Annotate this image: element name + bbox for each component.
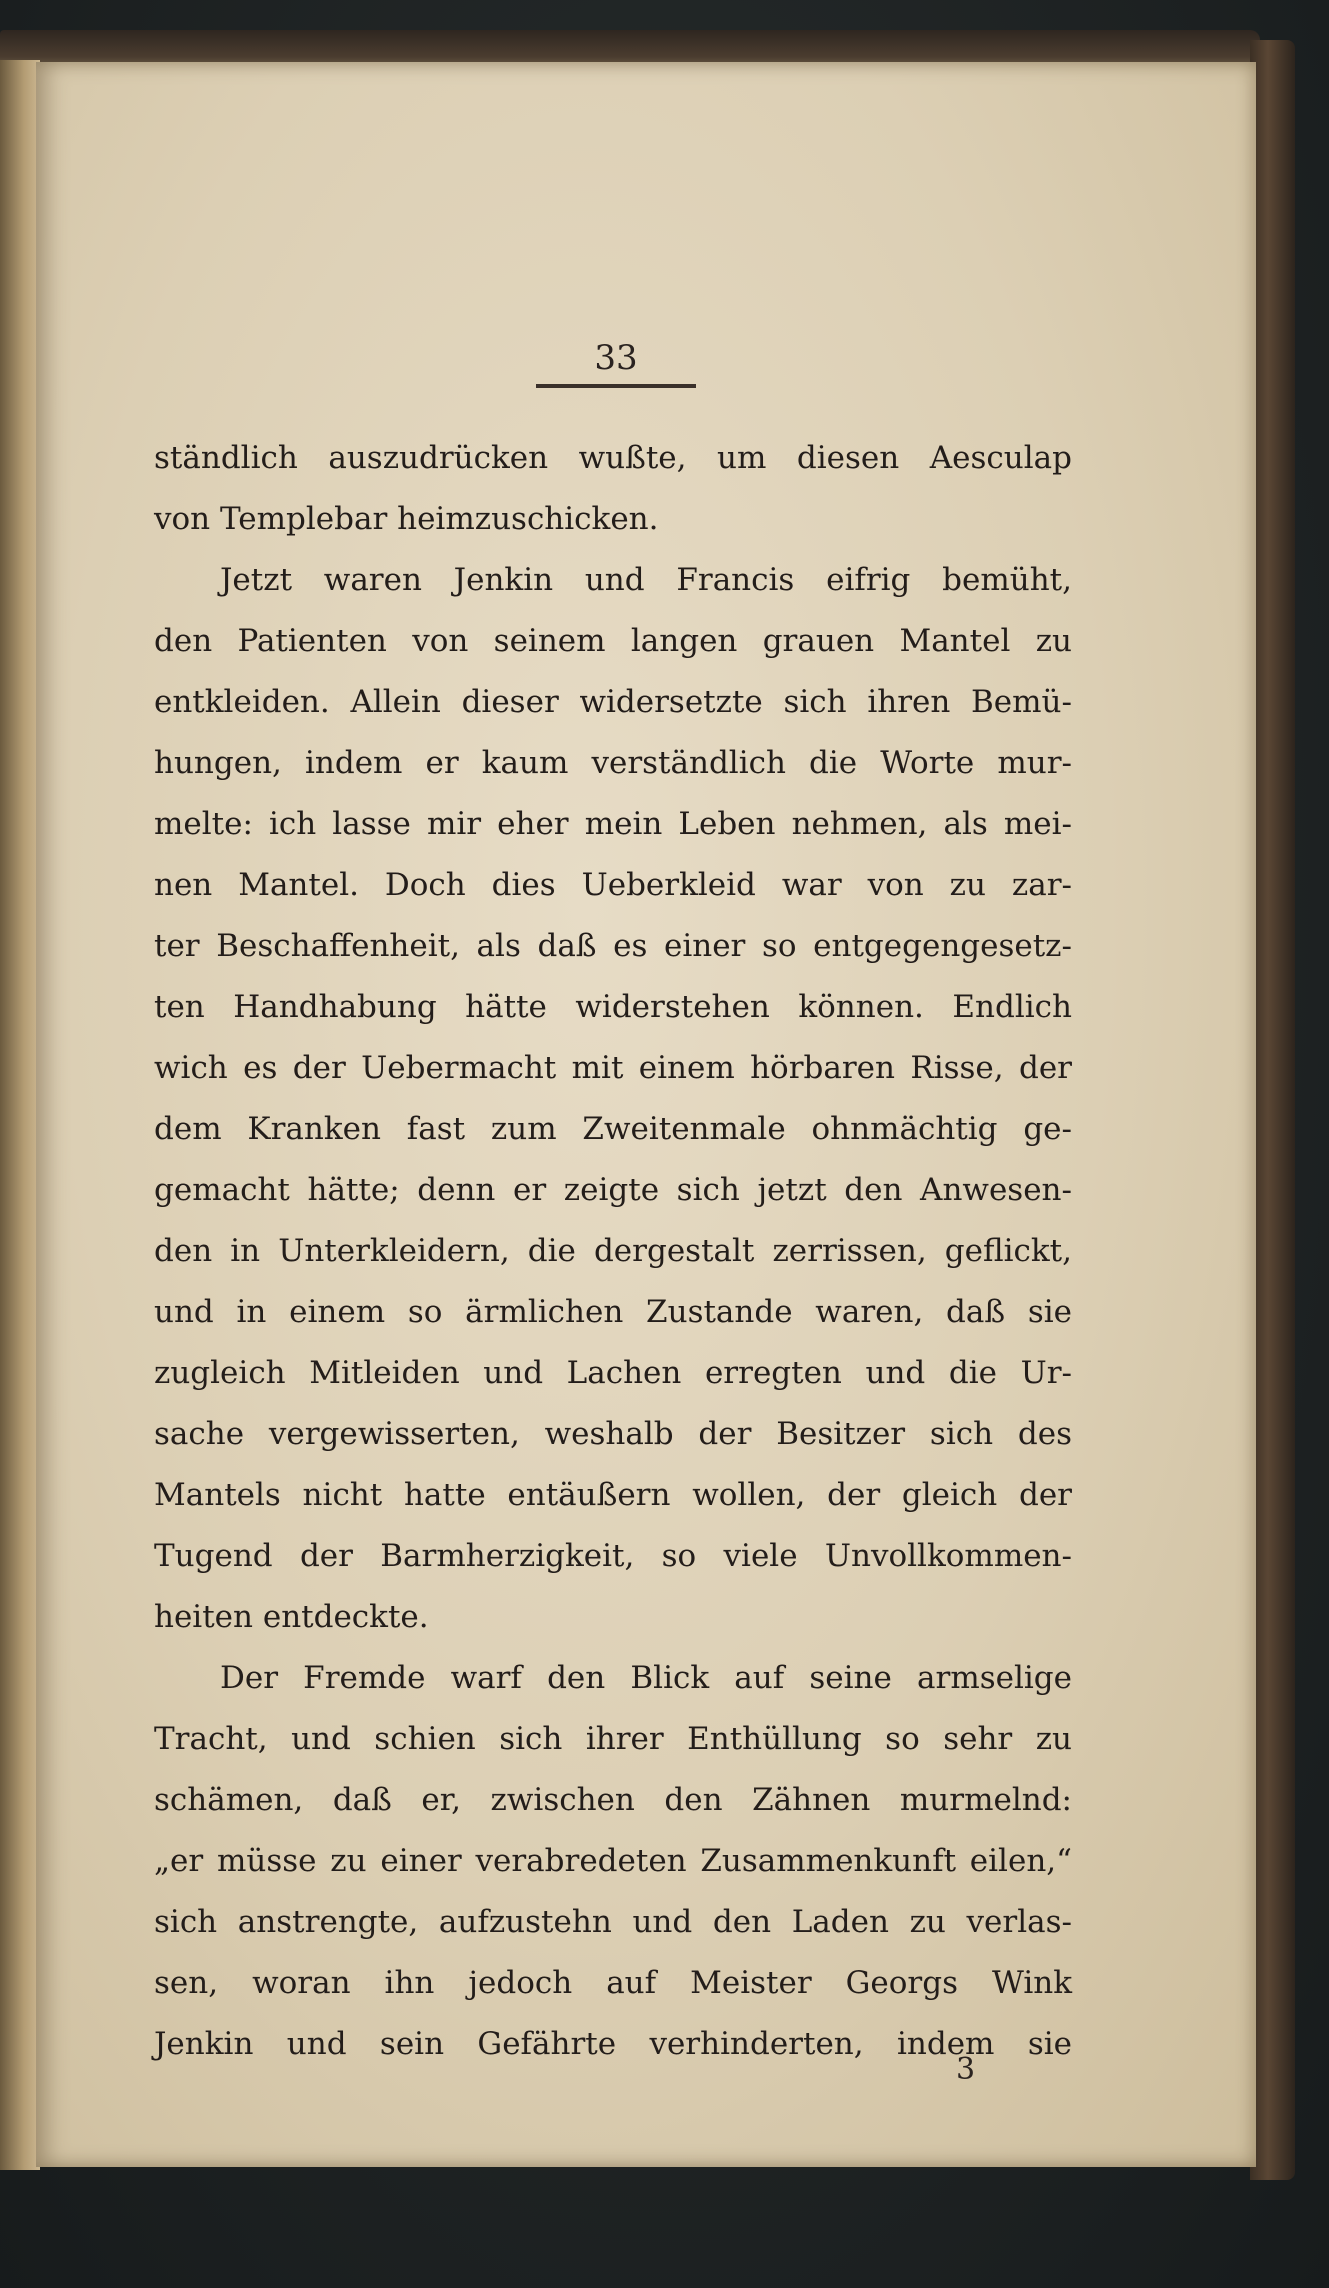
text-line: Der Fremde warf den Blick auf seine armselige <box>220 1660 1072 1696</box>
text-line: von Templebar heimzuschicken. <box>154 501 659 537</box>
text-line: nen Mantel. Doch dies Ueberkleid war von zu zar- <box>154 867 1072 903</box>
book-cover-edge <box>1250 40 1295 2180</box>
text-line: „er müsse zu einer verabredeten Zusammenkunft eilen,“ <box>154 1843 1072 1879</box>
page-number: 33 <box>594 338 638 378</box>
text-line: gemacht hätte; denn er zeigte sich jetzt den Anwesen- <box>154 1172 1072 1208</box>
text-line: zugleich Mitleiden und Lachen erregten und die Ur- <box>154 1355 1072 1391</box>
signature-mark: 3 <box>956 2052 976 2087</box>
text-line: ständlich auszudrücken wußte, um diesen Aesculap <box>154 440 1072 476</box>
text-line: sen, woran ihn jedoch auf Meister Georgs Wink <box>154 1965 1072 2001</box>
book-gutter <box>0 60 40 2170</box>
text-line: Tugend der Barmherzigkeit, so viele Unvollkommen- <box>154 1538 1072 1574</box>
text-line: dem Kranken fast zum Zweitenmale ohnmächtig ge- <box>154 1111 1072 1147</box>
text-line: heiten entdeckte. <box>154 1599 429 1635</box>
text-line: wich es der Uebermacht mit einem hörbaren Risse, der <box>154 1050 1072 1086</box>
text-line: Mantels nicht hatte entäußern wollen, der gleich der <box>154 1477 1072 1513</box>
text-line: den Patienten von seinem langen grauen Mantel zu <box>154 623 1072 659</box>
text-line: melte: ich lasse mir eher mein Leben nehmen, als mei- <box>154 806 1072 842</box>
text-line: sich anstrengte, aufzustehn und den Laden zu verlas- <box>154 1904 1072 1940</box>
text-line: und in einem so ärmlichen Zustande waren, daß sie <box>154 1294 1072 1330</box>
text-line: Tracht, und schien sich ihrer Enthüllung so sehr zu <box>154 1721 1072 1757</box>
body-text <box>154 428 1072 2075</box>
text-line: ten Handhabung hätte widerstehen können. Endlich <box>154 989 1072 1025</box>
header-rule <box>536 384 696 388</box>
text-line: entkleiden. Allein dieser widersetzte sich ihren Bemü- <box>154 684 1072 720</box>
text-line: schämen, daß er, zwischen den Zähnen murmelnd: <box>154 1782 1072 1818</box>
text-line: ter Beschaffenheit, als daß es einer so entgegengesetz- <box>154 928 1072 964</box>
text-line: sache vergewisserten, weshalb der Besitzer sich des <box>154 1416 1072 1452</box>
text-line: hungen, indem er kaum verständlich die Worte mur- <box>154 745 1072 781</box>
book-page <box>36 62 1256 2167</box>
text-line: den in Unterkleidern, die dergestalt zerrissen, geflickt, <box>154 1233 1072 1269</box>
text-line: Jenkin und sein Gefährte verhinderten, indem sie <box>154 2026 1072 2062</box>
text-line: Jetzt waren Jenkin und Francis eifrig bemüht, <box>220 562 1072 598</box>
